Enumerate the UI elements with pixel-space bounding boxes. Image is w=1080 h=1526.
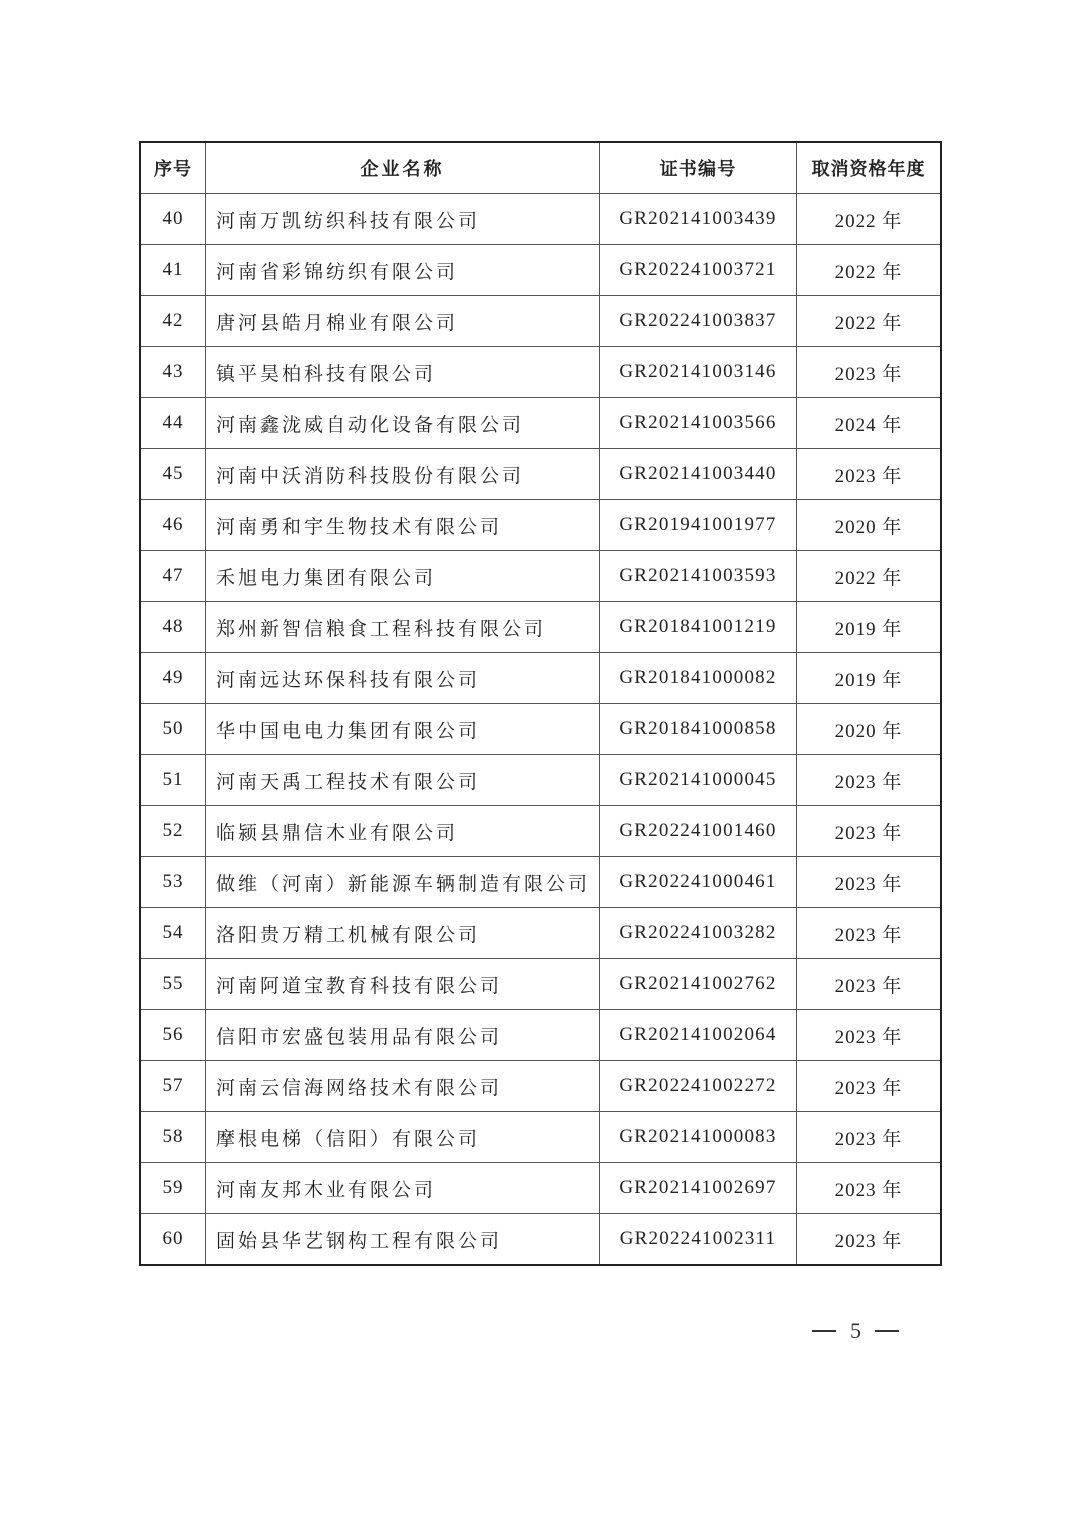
revocation-year-cell: 2020 年 xyxy=(797,500,942,551)
certificate-number-cell: GR202141000045 xyxy=(600,755,797,806)
table-row xyxy=(140,1061,941,1112)
revocation-year-cell: 2023 年 xyxy=(797,755,942,806)
header-certificate-number: 证书编号 xyxy=(600,142,797,194)
company-name-cell: 河南云信海网络技术有限公司 xyxy=(206,1061,600,1112)
revocation-year-cell: 2020 年 xyxy=(797,704,942,755)
revoked-enterprises-table xyxy=(139,141,942,1266)
dash-right xyxy=(875,1330,899,1332)
company-name-cell: 镇平昊柏科技有限公司 xyxy=(206,347,600,398)
serial-number-cell: 49 xyxy=(140,653,206,704)
certificate-number-cell: GR202241001460 xyxy=(600,806,797,857)
page-number-text: 5 xyxy=(850,1318,861,1343)
certificate-number-cell: GR202241002272 xyxy=(600,1061,797,1112)
certificate-number-cell: GR201841000082 xyxy=(600,653,797,704)
table-row xyxy=(140,194,941,245)
table-row xyxy=(140,347,941,398)
table-row xyxy=(140,449,941,500)
revocation-year-cell: 2022 年 xyxy=(797,551,942,602)
company-name-cell: 河南万凯纺织科技有限公司 xyxy=(206,194,600,245)
certificate-number-cell: GR202141002064 xyxy=(600,1010,797,1061)
table-row xyxy=(140,653,941,704)
company-name-cell: 固始县华艺钢构工程有限公司 xyxy=(206,1214,600,1266)
table-row xyxy=(140,959,941,1010)
revocation-year-cell: 2024 年 xyxy=(797,398,942,449)
company-name-cell: 河南鑫泷威自动化设备有限公司 xyxy=(206,398,600,449)
certificate-number-cell: GR202141003566 xyxy=(600,398,797,449)
serial-number-cell: 55 xyxy=(140,959,206,1010)
revocation-year-cell: 2022 年 xyxy=(797,296,942,347)
revocation-year-cell: 2023 年 xyxy=(797,1112,942,1163)
header-revocation-year: 取消资格年度 xyxy=(797,142,942,194)
company-name-cell: 禾旭电力集团有限公司 xyxy=(206,551,600,602)
revocation-year-cell: 2023 年 xyxy=(797,1061,942,1112)
certificate-number-cell: GR202241002311 xyxy=(600,1214,797,1266)
revocation-year-cell: 2023 年 xyxy=(797,806,942,857)
company-name-cell: 摩根电梯（信阳）有限公司 xyxy=(206,1112,600,1163)
serial-number-cell: 51 xyxy=(140,755,206,806)
serial-number-cell: 52 xyxy=(140,806,206,857)
table-row xyxy=(140,398,941,449)
certificate-number-cell: GR202141003593 xyxy=(600,551,797,602)
certificate-number-cell: GR202141000083 xyxy=(600,1112,797,1163)
certificate-number-cell: GR202241000461 xyxy=(600,857,797,908)
revocation-year-cell: 2023 年 xyxy=(797,857,942,908)
certificate-number-cell: GR202141003439 xyxy=(600,194,797,245)
table-row xyxy=(140,1214,941,1266)
table-row xyxy=(140,908,941,959)
serial-number-cell: 44 xyxy=(140,398,206,449)
company-name-cell: 洛阳贵万精工机械有限公司 xyxy=(206,908,600,959)
table-row xyxy=(140,1010,941,1061)
revocation-year-cell: 2019 年 xyxy=(797,602,942,653)
table-header-row xyxy=(140,142,941,194)
company-name-cell: 郑州新智信粮食工程科技有限公司 xyxy=(206,602,600,653)
company-name-cell: 河南中沃消防科技股份有限公司 xyxy=(206,449,600,500)
revocation-year-cell: 2023 年 xyxy=(797,1010,942,1061)
serial-number-cell: 46 xyxy=(140,500,206,551)
certificate-number-cell: GR201841001219 xyxy=(600,602,797,653)
serial-number-cell: 56 xyxy=(140,1010,206,1061)
table-row xyxy=(140,857,941,908)
serial-number-cell: 60 xyxy=(140,1214,206,1266)
revocation-year-cell: 2023 年 xyxy=(797,449,942,500)
revocation-year-cell: 2022 年 xyxy=(797,194,942,245)
certificate-number-cell: GR202241003282 xyxy=(600,908,797,959)
serial-number-cell: 54 xyxy=(140,908,206,959)
table-row xyxy=(140,551,941,602)
table-row xyxy=(140,1163,941,1214)
header-serial-number: 序号 xyxy=(140,142,206,194)
table-row xyxy=(140,500,941,551)
serial-number-cell: 45 xyxy=(140,449,206,500)
table-body xyxy=(140,194,941,1266)
revocation-year-cell: 2023 年 xyxy=(797,1163,942,1214)
table-row xyxy=(140,1112,941,1163)
table-row xyxy=(140,806,941,857)
revocation-year-cell: 2023 年 xyxy=(797,347,942,398)
serial-number-cell: 40 xyxy=(140,194,206,245)
certificate-number-cell: GR202141003440 xyxy=(600,449,797,500)
company-name-cell: 河南天禹工程技术有限公司 xyxy=(206,755,600,806)
revocation-year-cell: 2023 年 xyxy=(797,959,942,1010)
certificate-number-cell: GR201841000858 xyxy=(600,704,797,755)
serial-number-cell: 42 xyxy=(140,296,206,347)
serial-number-cell: 53 xyxy=(140,857,206,908)
table-row xyxy=(140,704,941,755)
page-number xyxy=(812,1318,899,1344)
table-row xyxy=(140,245,941,296)
company-name-cell: 唐河县皓月棉业有限公司 xyxy=(206,296,600,347)
serial-number-cell: 47 xyxy=(140,551,206,602)
company-name-cell: 华中国电电力集团有限公司 xyxy=(206,704,600,755)
table-row xyxy=(140,602,941,653)
revocation-year-cell: 2023 年 xyxy=(797,1214,942,1266)
serial-number-cell: 50 xyxy=(140,704,206,755)
serial-number-cell: 59 xyxy=(140,1163,206,1214)
company-name-cell: 河南省彩锦纺织有限公司 xyxy=(206,245,600,296)
header-company-name: 企业名称 xyxy=(206,142,600,194)
revocation-year-cell: 2022 年 xyxy=(797,245,942,296)
table-row xyxy=(140,755,941,806)
certificate-number-cell: GR202241003837 xyxy=(600,296,797,347)
revocation-year-cell: 2023 年 xyxy=(797,908,942,959)
revocation-year-cell: 2019 年 xyxy=(797,653,942,704)
certificate-number-cell: GR202241003721 xyxy=(600,245,797,296)
serial-number-cell: 48 xyxy=(140,602,206,653)
certificate-number-cell: GR201941001977 xyxy=(600,500,797,551)
company-name-cell: 河南友邦木业有限公司 xyxy=(206,1163,600,1214)
certificate-number-cell: GR202141002762 xyxy=(600,959,797,1010)
company-name-cell: 信阳市宏盛包装用品有限公司 xyxy=(206,1010,600,1061)
company-name-cell: 做维（河南）新能源车辆制造有限公司 xyxy=(206,857,600,908)
company-name-cell: 临颍县鼎信木业有限公司 xyxy=(206,806,600,857)
company-name-cell: 河南远达环保科技有限公司 xyxy=(206,653,600,704)
serial-number-cell: 43 xyxy=(140,347,206,398)
serial-number-cell: 58 xyxy=(140,1112,206,1163)
dash-left xyxy=(812,1330,836,1332)
certificate-number-cell: GR202141003146 xyxy=(600,347,797,398)
table-row xyxy=(140,296,941,347)
company-name-cell: 河南阿道宝教育科技有限公司 xyxy=(206,959,600,1010)
serial-number-cell: 41 xyxy=(140,245,206,296)
serial-number-cell: 57 xyxy=(140,1061,206,1112)
company-name-cell: 河南勇和宇生物技术有限公司 xyxy=(206,500,600,551)
certificate-number-cell: GR202141002697 xyxy=(600,1163,797,1214)
